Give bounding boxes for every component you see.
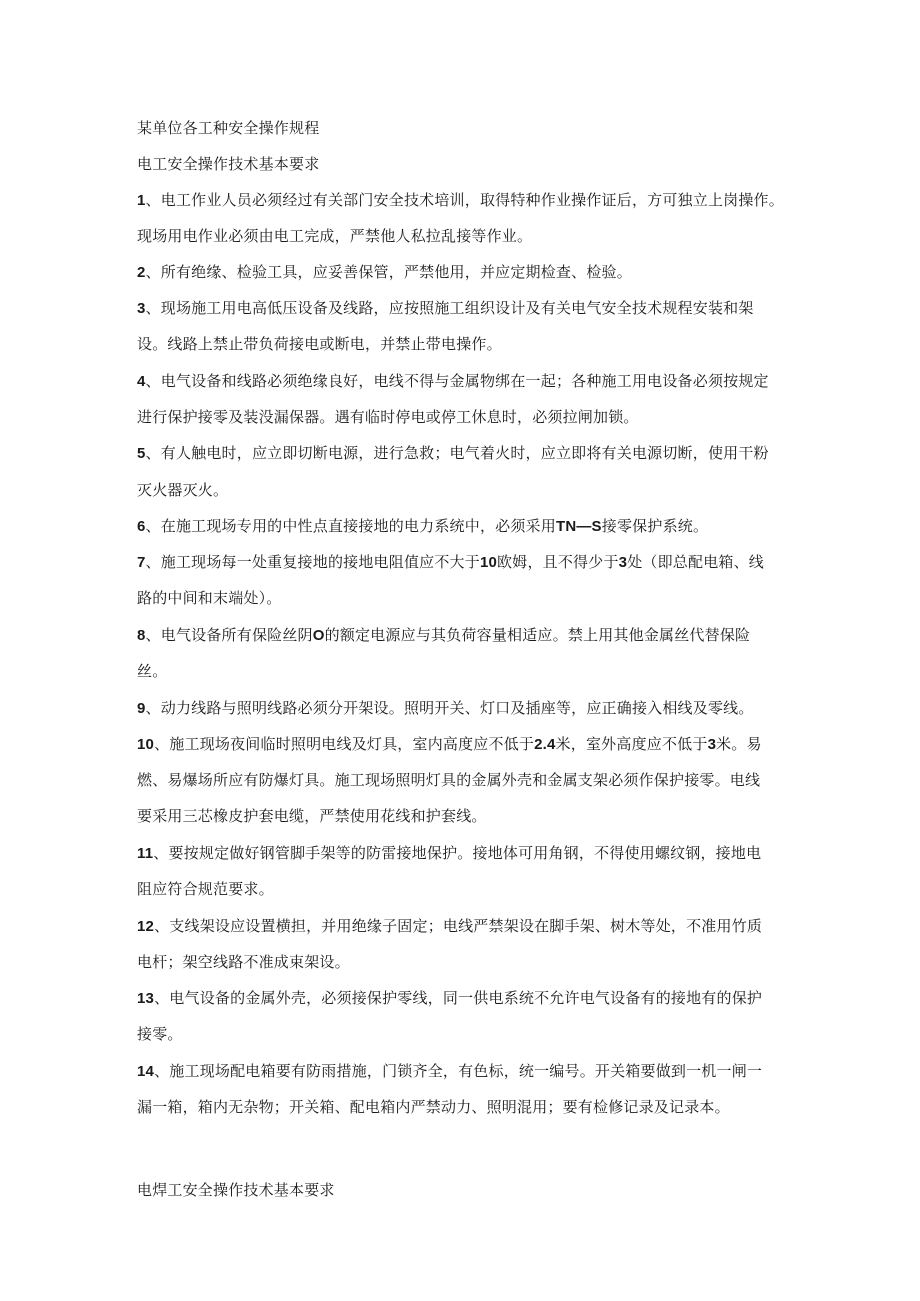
rule-number: 12: [137, 918, 155, 935]
rule-item-10-line-1: 10、施工现场夜间临时照明电线及灯具，室内高度应不低于2.4米，室外高度应不低于3米。易: [137, 735, 762, 753]
rule-item-4-line-1: 4、电气设备和线路必须绝缘良好，电线不得与金属物绑在一起；各种施工用电设备必须按规定: [137, 372, 769, 390]
rule-item-14-line-1: 14、施工现场配电箱要有防雨措施，门锁齐全，有色标，统一编号。开关箱要做到一机一闸一: [137, 1062, 763, 1080]
rule-number: 3: [137, 300, 146, 317]
rule-number: 8: [137, 627, 146, 644]
rule-item-4-line-2: 进行保护接零及装没漏保器。遇有临时停电或停工休息时，必须拉闸加锁。: [137, 408, 639, 426]
rule-item-1-line-1: 1、电工作业人员必须经过有关部门安全技术培训，取得特种作业操作证后，方可独立上岗操作。: [137, 191, 784, 209]
rule-item-9-line-1: 9、动力线路与照明线路必须分开架设。照明开关、灯口及插座等，应正确接入相线及零线。: [137, 699, 754, 717]
rule-number: 14: [137, 1063, 155, 1080]
rule-item-10-line-3: 要采用三芯橡皮护套电缆，严禁使用花线和护套线。: [137, 807, 487, 825]
rule-number: 2: [137, 264, 146, 281]
rule-item-5-line-2: 灭火器灭火。: [137, 481, 229, 499]
rule-number: 6: [137, 518, 146, 535]
rule-item-12-line-1: 12、支线架设应设置横担，并用绝缘子固定；电线严禁架设在脚手架、树木等处，不准用竹质: [137, 917, 763, 935]
rule-item-5-line-1: 5、有人触电时，应立即切断电源，进行急救；电气着火时，应立即将有关电源切断，使用干粉: [137, 444, 769, 462]
rule-number: 1: [137, 192, 146, 209]
rule-item-3-line-2: 设。线路上禁止带负荷接电或断电，并禁止带电操作。: [137, 335, 502, 353]
rule-number: 11: [137, 845, 154, 862]
rule-number: 7: [137, 554, 146, 571]
section-heading-electrician: 电工安全操作技术基本要求: [137, 155, 320, 173]
rule-item-8-line-1: 8、电气设备所有保险丝阴O的额定电源应与其负荷容量相适应。禁上用其他金属丝代替保险: [137, 626, 751, 644]
rule-item-3-line-1: 3、现场施工用电高低压设备及线路，应按照施工组织设计及有关电气安全技术规程安装和架: [137, 299, 754, 317]
rule-number: 10: [137, 736, 155, 753]
rule-item-13-line-1: 13、电气设备的金属外壳，必须接保护零线，同一供电系统不允许电气设备有的接地有的保护: [137, 989, 763, 1007]
rule-item-1-line-2: 现场用电作业必须由电工完成，严禁他人私拉乱接等作业。: [137, 227, 533, 245]
section-heading-welder: 电焊工安全操作技术基本要求: [137, 1181, 335, 1199]
rule-item-13-line-2: 接零。: [137, 1025, 183, 1043]
rule-item-6-line-1: 6、在施工现场专用的中性点直接接地的电力系统中，必须采用TN—S接零保护系统。: [137, 517, 709, 535]
rule-item-12-line-2: 电杆；架空线路不准成束架设。: [137, 953, 350, 971]
rule-number: 5: [137, 445, 146, 462]
document-title: 某单位各工种安全操作规程: [137, 119, 320, 137]
rule-item-7-line-2: 路的中间和末端处）。: [137, 589, 282, 607]
rule-number: 13: [137, 990, 155, 1007]
rule-number: 9: [137, 700, 146, 717]
rule-item-11-line-2: 阻应符合规范要求。: [137, 880, 274, 898]
rule-item-2-line-1: 2、所有绝缘、检验工具，应妥善保管，严禁他用，并应定期检查、检验。: [137, 263, 632, 281]
rule-item-14-line-2: 漏一箱，箱内无杂物；开关箱、配电箱内严禁动力、照明混用；要有检修记录及记录本。: [137, 1098, 730, 1116]
rule-item-7-line-1: 7、施工现场每一处重复接地的接地电阻值应不大于10欧姆，且不得少于3处（即总配电箱、线: [137, 553, 765, 571]
rule-number: 4: [137, 373, 146, 390]
rule-item-10-line-2: 燃、易爆场所应有防爆灯具。施工现场照明灯具的金属外壳和金属支架必须作保护接零。电线: [137, 771, 761, 789]
rule-item-8-line-2: 丝。: [137, 662, 168, 680]
rule-item-11-line-1: 11、要按规定做好钢管脚手架等的防雷接地保护。接地体可用角钢，不得使用螺纹钢，接地电: [137, 844, 762, 862]
